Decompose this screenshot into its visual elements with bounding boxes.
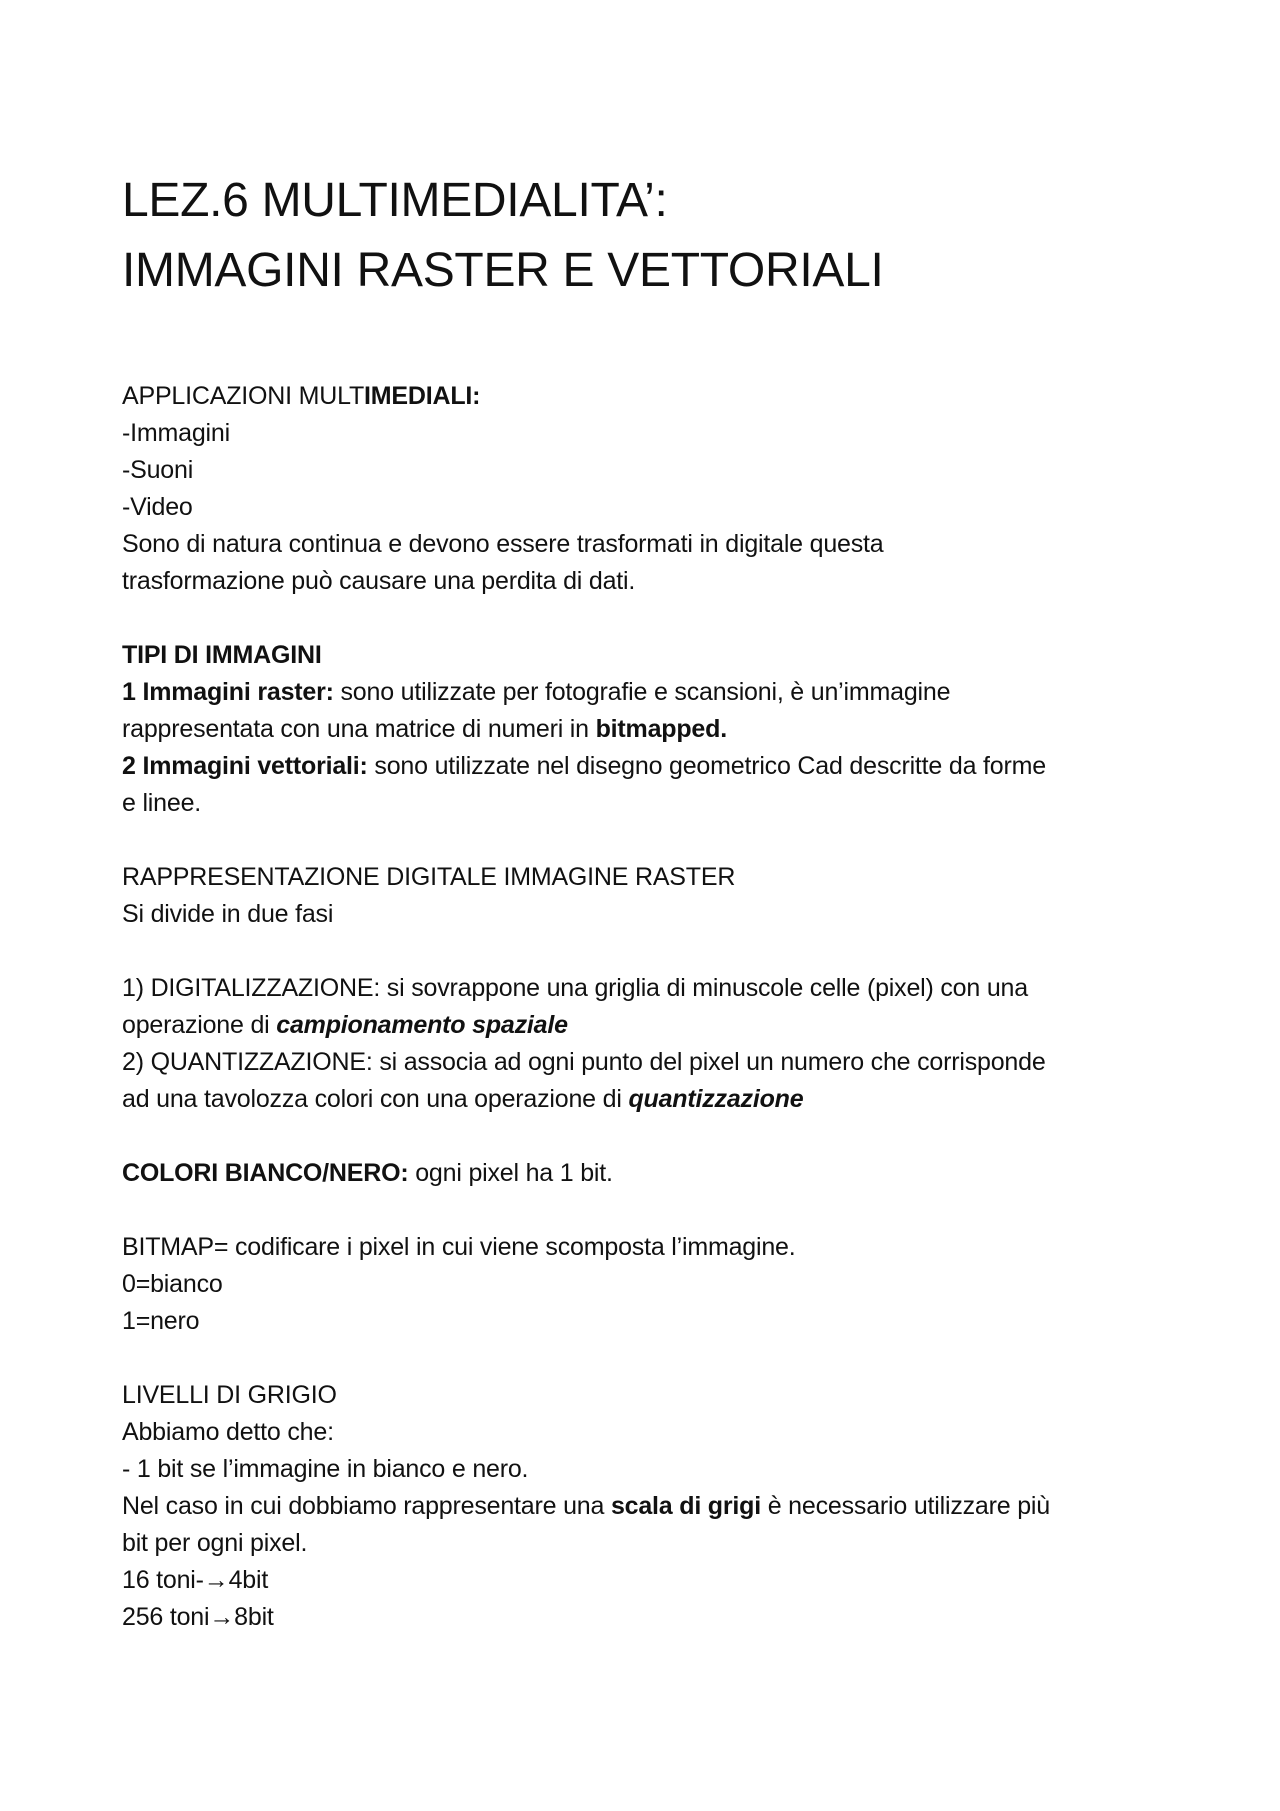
scala-di-grigi-term: scala di grigi xyxy=(610,1492,761,1520)
paragraph-line: - 1 bit se l’immagine in bianco e nero. xyxy=(122,1455,529,1483)
list-item: -Video xyxy=(122,493,193,521)
heading-bold: IMEDIALI: xyxy=(364,382,481,410)
rappresentazione-heading: RAPPRESENTAZIONE DIGITALE IMMAGINE RASTER xyxy=(122,863,736,891)
vettoriali-definition xyxy=(122,748,1182,785)
step-2-cont xyxy=(122,1081,1182,1118)
paragraph-line: bit per ogni pixel. xyxy=(122,1529,308,1557)
colori-line xyxy=(122,1155,1182,1192)
raster-definition-cont xyxy=(122,711,1182,748)
paragraph-line: e linee. xyxy=(122,789,202,817)
key-term: quantizzazione xyxy=(628,1085,804,1113)
raster-text-cont: rappresentata con una matrice di numeri in xyxy=(122,715,596,743)
bitmap-definition: BITMAP= codificare i pixel in cui viene scomposta l’immagine. xyxy=(122,1233,796,1261)
heading-plain: APPLICAZIONI MULT xyxy=(122,382,365,410)
applicazioni-heading xyxy=(122,378,1182,415)
step-text: operazione di xyxy=(122,1011,277,1039)
list-item: -Suoni xyxy=(122,456,194,484)
paragraph-text: Nel caso in cui dobbiamo rappresentare una xyxy=(122,1492,611,1520)
grigio-scala-line xyxy=(122,1488,1182,1525)
tone-value: 16 toni-→4bit xyxy=(122,1566,269,1594)
vettoriali-text: sono utilizzate nel disegno geometrico Cad descritte da forme xyxy=(367,752,1046,780)
raster-label: 1 Immagini raster: xyxy=(122,678,334,706)
step-1: 1) DIGITALIZZAZIONE: si sovrappone una griglia di minuscole celle (pixel) con una xyxy=(122,974,1028,1002)
step-text: ad una tavolozza colori con una operazione di xyxy=(122,1085,629,1113)
tipi-heading xyxy=(122,637,1182,674)
paragraph-text: è necessario utilizzare più xyxy=(760,1492,1050,1520)
vettoriali-label: 2 Immagini vettoriali: xyxy=(122,752,368,780)
colori-label: COLORI BIANCO/NERO: xyxy=(122,1159,409,1187)
title-line-1: LEZ.6 MULTIMEDIALITA’: xyxy=(122,174,668,227)
step-1-cont xyxy=(122,1007,1182,1044)
bitmapped-term: bitmapped. xyxy=(595,715,727,743)
document-body xyxy=(122,378,1182,1636)
grigio-heading: LIVELLI DI GRIGIO xyxy=(122,1381,337,1409)
paragraph-line: Sono di natura continua e devono essere trasformati in digitale questa xyxy=(122,530,884,558)
section-heading: TIPI DI IMMAGINI xyxy=(122,641,322,669)
key-term: campionamento spaziale xyxy=(276,1011,568,1039)
raster-text: sono utilizzate per fotografie e scansioni, è un’immagine xyxy=(333,678,951,706)
page-title xyxy=(122,166,884,306)
paragraph-line: Abbiamo detto che: xyxy=(122,1418,334,1446)
raster-definition xyxy=(122,674,1182,711)
bitmap-value: 0=bianco xyxy=(122,1270,223,1298)
list-item: -Immagini xyxy=(122,419,230,447)
tone-value: 256 toni→8bit xyxy=(122,1603,274,1631)
paragraph-line: trasformazione può causare una perdita di dati. xyxy=(122,567,636,595)
step-2: 2) QUANTIZZAZIONE: si associa ad ogni punto del pixel un numero che corrisponde xyxy=(122,1048,1046,1076)
colori-text: ogni pixel ha 1 bit. xyxy=(408,1159,613,1187)
paragraph-line: Si divide in due fasi xyxy=(122,900,334,928)
title-line-2: IMMAGINI RASTER E VETTORIALI xyxy=(122,244,884,297)
bitmap-value: 1=nero xyxy=(122,1307,200,1335)
